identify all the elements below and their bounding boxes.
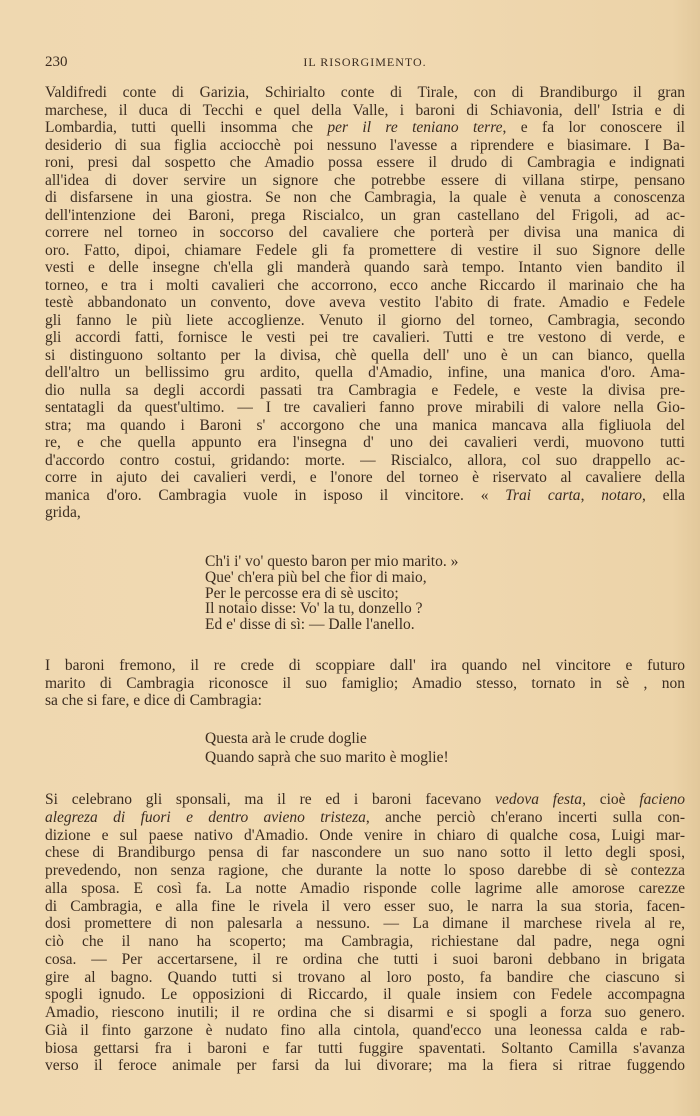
text-line	[205, 601, 458, 617]
text-run: Quando saprà che suo marito è moglie!	[205, 749, 449, 766]
text-run: marchese, il duca di Tecchi e quel della Valle, i baroni di Schiavonia, dell' Istria e di	[45, 101, 685, 119]
text-run: I baroni fremono, il re crede di scoppiare dall' ira quando nel vincitore e futuro	[45, 657, 685, 674]
text-run: Il notaio disse: Vo' la tu, donzello ?	[205, 600, 423, 618]
text-line	[45, 452, 685, 470]
text-line	[205, 729, 449, 748]
text-line	[45, 207, 685, 225]
text-line	[45, 224, 685, 242]
text-line	[205, 570, 458, 586]
text-run: stra; ma quando i Baroni s' accorgono che una manica mancava alla figliuola del	[45, 416, 685, 434]
text-run: dell'intenzione dei Baroni, prega Riscialco, un gran castellano del Frigoli, ad ac-	[45, 206, 685, 224]
text-line	[45, 312, 685, 330]
italic-text: Trai carta	[505, 486, 581, 504]
text-run: desiderio di sua figlia acciocchè poi nessuno l'avesse a riprendere e biasimare. I Ba-	[45, 136, 685, 154]
text-run: gli accordi fatti, fornisce le vesti pei tre cavalieri. Tutti e tre vestono di verde, e	[45, 329, 685, 346]
verse-quote-1	[205, 554, 458, 633]
text-line	[45, 1022, 685, 1040]
running-title: IL RISORGIMENTO.	[303, 55, 427, 69]
text-run: dosi promettere di non palesarla a nessuno. — La dimane il marchese rivela al re,	[45, 915, 685, 933]
text-line	[45, 986, 685, 1004]
text-line	[205, 617, 458, 633]
text-run: oro. Fatto, dipoi, chiamare Fedele gli fa promettere di vestire il suo Signore delle	[45, 241, 685, 259]
text-line	[45, 791, 685, 809]
text-run: sa che si fare, e dice di Cambragia:	[45, 692, 262, 709]
text-run: roni, presi dal sospetto che Amadio possa essere il drudo di Cambragia e indignati	[45, 154, 685, 171]
text-run: alla sposa. E così fa. La notte Amadio risponde colle lagrime alle amorose carezze	[45, 879, 685, 897]
italic-text: notaro	[601, 486, 642, 504]
text-run: torneo, e tra i molti cavalieri che accorrono, ecco anche Riccardo il marinaio che ha	[45, 276, 685, 294]
text-run: , cioè	[582, 791, 640, 808]
text-line	[45, 1057, 685, 1075]
text-run: Per le percosse era di sè uscito;	[205, 584, 399, 602]
text-run: Ed e' disse di sì: — Dalle l'anello.	[205, 616, 415, 634]
text-run: Amadio, riescono inutili; il re ordina che si disarmi e si spogli a forza suo genero.	[45, 1004, 685, 1021]
text-line	[45, 189, 685, 207]
text-line	[45, 951, 685, 969]
text-run: verso il feroce animale per farsi da lui divorare; ma la fiera si ritrae fuggendo	[45, 1057, 685, 1075]
text-line	[45, 469, 685, 487]
italic-text: per il re teniano terre	[327, 119, 503, 136]
text-run: prevedendo, non senza ragione, che durante la notte lo sposo darebbe di sè contezza	[45, 862, 685, 879]
page-number: 230	[45, 54, 68, 70]
text-run: , e fa lor conoscere il	[502, 119, 685, 136]
text-run: dizione e sul paese nativo d'Amadio. Onde venire in chiaro di qualche cosa, Luigi mar-	[45, 826, 685, 844]
paragraph-2	[45, 657, 685, 710]
text-line	[45, 880, 685, 898]
text-line	[45, 434, 685, 452]
text-line	[45, 347, 685, 365]
text-line	[45, 504, 685, 522]
text-run: , anche perciò ch'erano incerti sulla con-	[365, 808, 685, 826]
text-line	[45, 1004, 685, 1022]
text-line	[45, 399, 685, 417]
text-line	[45, 675, 685, 693]
text-line	[45, 657, 685, 675]
text-line	[45, 277, 685, 295]
text-run: d'accordo contro costui, gridando: morte. — Riscialco, allora, col suo drappello ac-	[45, 451, 685, 469]
text-line	[45, 329, 685, 347]
text-run: spogli ignudo. Le opposizioni di Riccardo, il quale insiem con Fedele accompagna	[45, 986, 685, 1004]
text-line	[45, 137, 685, 155]
text-run: dio nulla sa degli accordi passati tra Cambragia e Fedele, e veste la divisa pre-	[45, 381, 685, 399]
text-run: chese di Brandiburgo pensa di far nascondere un suo nano sotto il letto degli sposi,	[45, 844, 685, 862]
verse-quote-2	[205, 729, 449, 767]
text-run: , ella	[641, 486, 686, 504]
text-line	[45, 294, 685, 312]
text-line	[205, 748, 449, 767]
text-line	[45, 382, 685, 400]
text-run: Già il finto garzone è nudato fino alla cintola, quand'ecco una leonessa calda e rab-	[45, 1021, 685, 1039]
text-run: di disfarsene in una giostra. Se non che Cambragia, la quale è venuta a conoscenza	[45, 189, 685, 206]
text-run: di Cambragia, e alla fine le rivela il vero esser suo, le narra la sua storia, facen-	[45, 897, 685, 915]
text-run: ,	[580, 486, 602, 504]
text-line	[45, 119, 685, 137]
text-run: Si celebrano gli sponsali, ma il re ed i baroni facevano	[45, 791, 496, 808]
text-line	[45, 242, 685, 260]
text-line	[45, 844, 685, 862]
text-run: corre in ajuto dei cavalieri verdi, e l'onore del torneo è riservato al cavaliere della	[45, 469, 685, 486]
text-line	[45, 154, 685, 172]
text-line	[45, 417, 685, 435]
text-line	[45, 364, 685, 382]
italic-text: alegreza di fuori e dentro avieno tristeza	[45, 808, 366, 826]
text-run: gli fanno le più liete accoglienze. Venuto il giorno del torneo, Cambragia, secondo	[45, 311, 685, 329]
text-run: dell'altro un bellissimo gru ardito, quella d'Amadio, infine, una manica d'oro. Ama-	[45, 364, 685, 381]
text-line	[205, 554, 458, 570]
text-line	[45, 487, 685, 505]
text-run: cosa. — Per accertarsene, il re ordina che tutti i suoi baroni debbano in brigata	[45, 950, 685, 968]
text-run: Valdifredi conte di Garizia, Schirialto conte di Tirale, con di Brandiburgo il gran	[45, 84, 685, 101]
text-line	[45, 915, 685, 933]
text-run: marito di Cambragia riconosce il suo famiglio; Amadio stesso, tornato in sè , non	[45, 674, 685, 692]
italic-text: facieno	[639, 791, 685, 808]
text-line	[45, 933, 685, 951]
text-run: si distinguono soltanto per la divisa, chè quella dell' uno è un can bianco, quella	[45, 346, 685, 364]
text-run: vesti e delle insegne ch'ella gli manderà quando sarà tempo. Intanto vien bandito il	[45, 259, 685, 276]
text-line	[45, 259, 685, 277]
italic-text: vedova festa	[495, 791, 583, 808]
text-run: ciò che il nano ha scoperto; ma Cambragia, richiestane dal padre, nega ogni	[45, 933, 685, 950]
text-run: Lombardia, tutti quelli insomma che	[45, 119, 328, 136]
text-run: Que' ch'era più bel che fior di maio,	[205, 568, 427, 586]
text-run: correre nel torneo in soccorso del cavaliere che porterà per divisa una manica di	[45, 224, 685, 241]
text-line	[45, 969, 685, 987]
page-header	[45, 54, 685, 72]
text-line	[45, 1040, 685, 1058]
text-run: biosa gettarsi fra i baroni e far tutti fuggire spaventati. Soltanto Camilla s'avanza	[45, 1039, 685, 1057]
text-line	[45, 84, 685, 102]
text-run: gire al bagno. Quando tutti si trovano al loro posto, fa bandire che ciascuno si	[45, 968, 685, 986]
text-line	[45, 692, 685, 710]
text-line	[45, 862, 685, 880]
paragraph-3	[45, 791, 685, 1075]
text-line	[45, 172, 685, 190]
text-run: testè abbandonato un convento, dove aveva vestito l'abito di frate. Amadio e Fedele	[45, 294, 685, 311]
text-run: manica d'oro. Cambragia vuole in isposo il vincitore. «	[45, 486, 506, 504]
text-line	[45, 898, 685, 916]
paragraph-1	[45, 84, 685, 522]
text-line	[45, 827, 685, 845]
text-run: re, e che quella appunto era l'insegna d' uno dei cavalieri verdi, muovono tutti	[45, 434, 685, 451]
text-line	[205, 586, 458, 602]
text-run: all'idea di dover servire un signore che potrebbe essere di villana stirpe, pensano	[45, 171, 685, 189]
text-run: Questa arà le crude doglie	[205, 730, 367, 747]
text-run: sentatagli da quest'ultimo. — I tre cavalieri fanno prove mirabili di valore nella Gio-	[45, 399, 685, 416]
text-line	[45, 102, 685, 120]
text-run: grida,	[45, 504, 81, 521]
text-line	[45, 809, 685, 827]
text-run: Ch'i i' vo' questo baron per mio marito. »	[205, 553, 459, 570]
